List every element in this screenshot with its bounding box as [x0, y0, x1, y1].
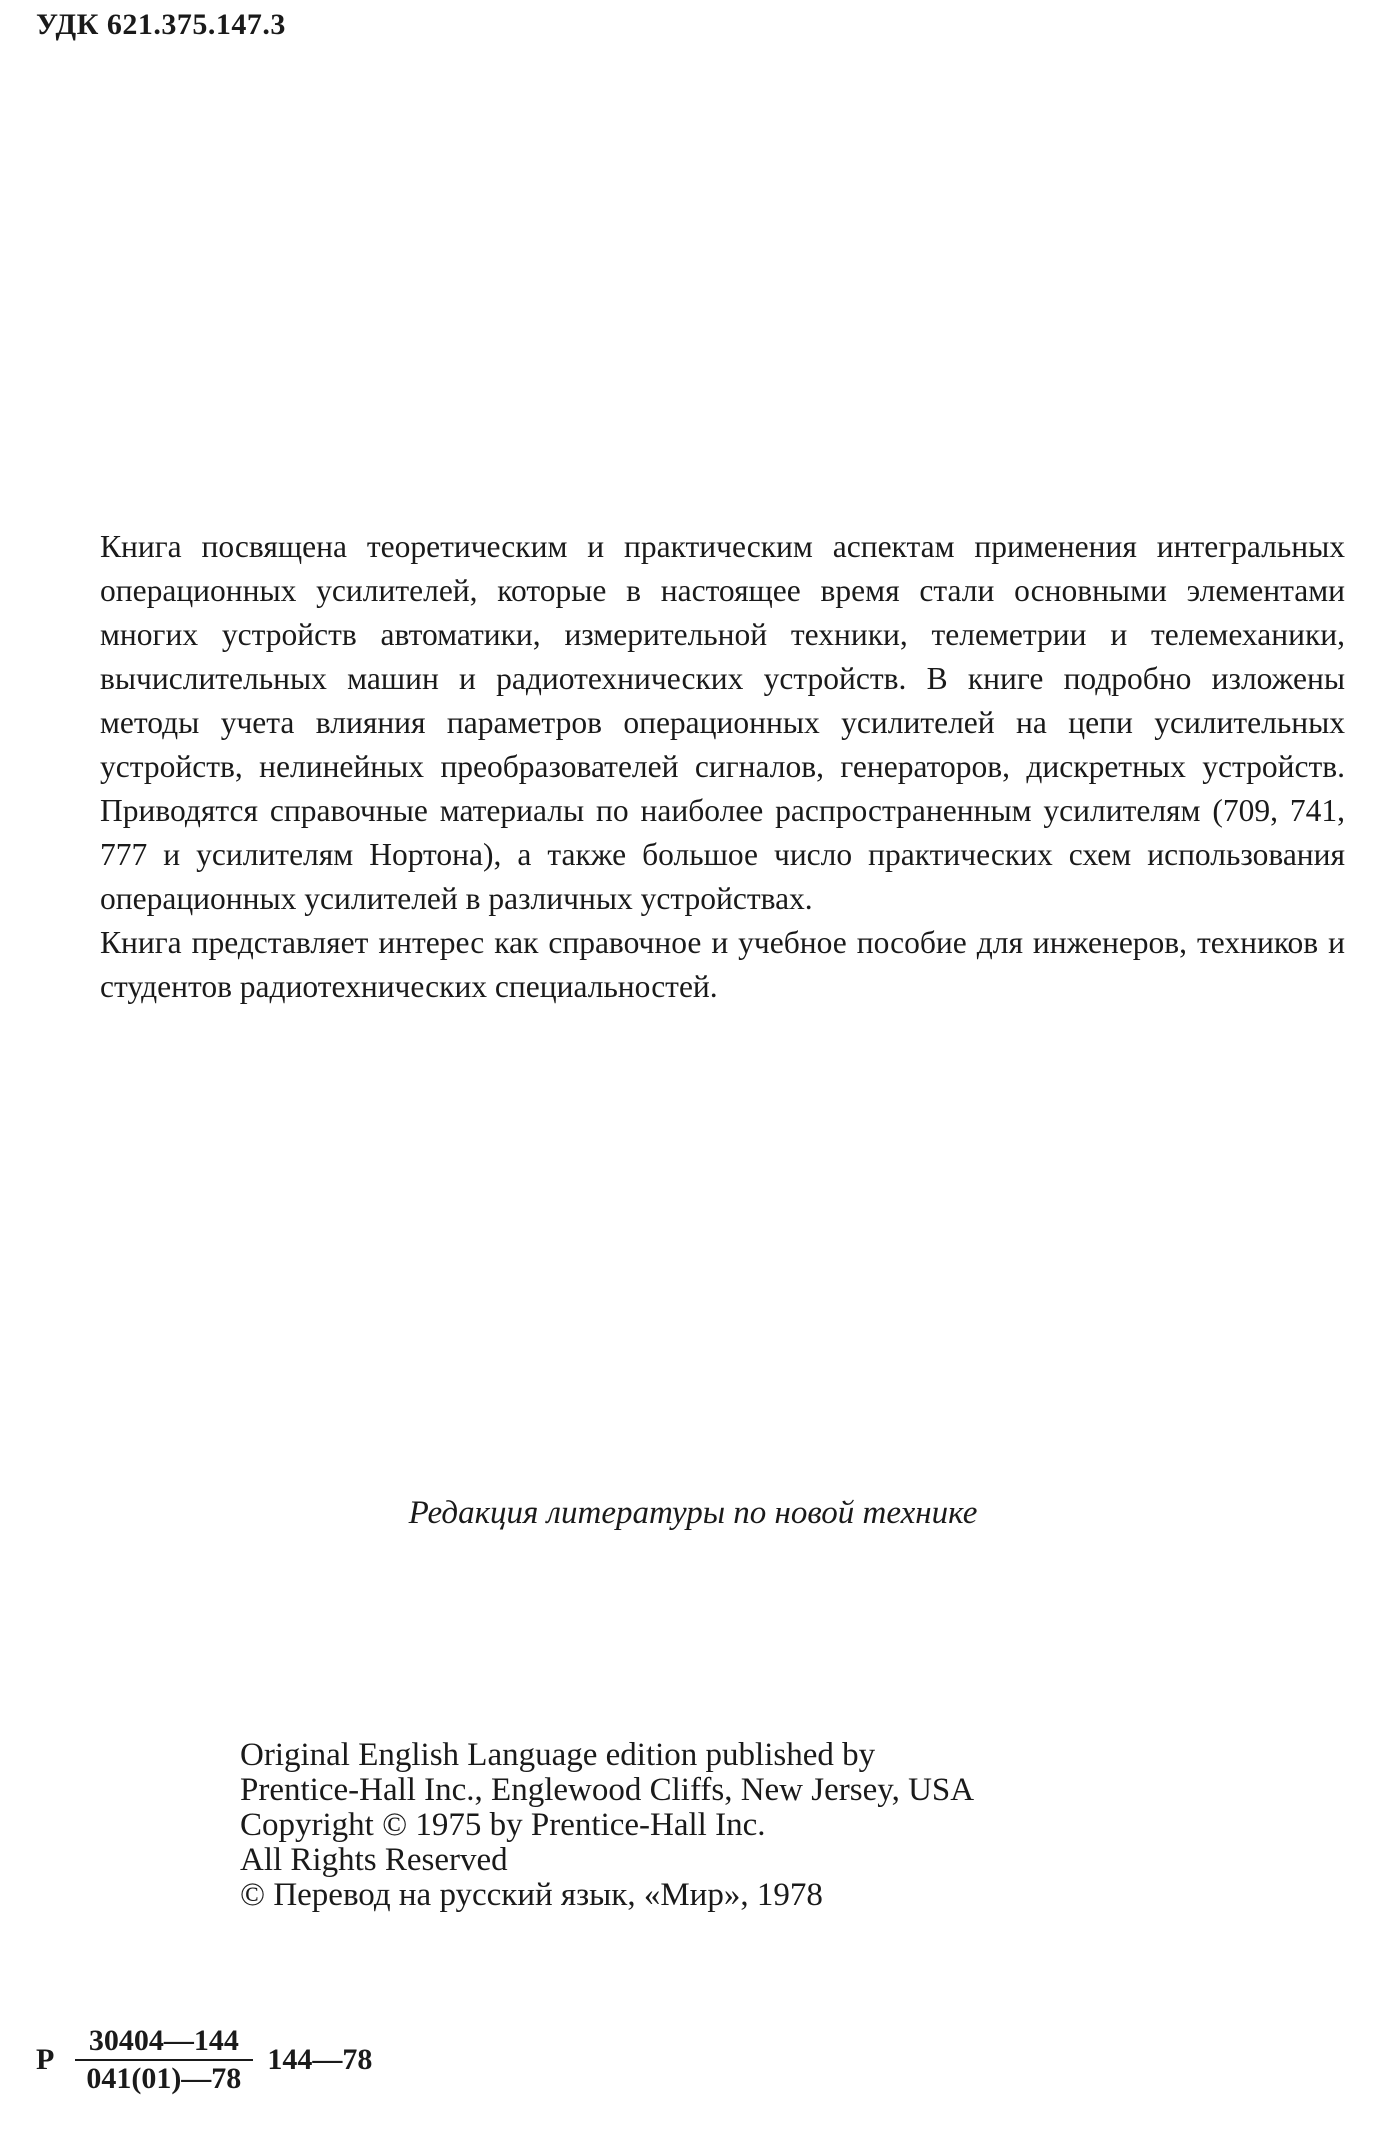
- abstract-paragraph-1: Книга посвящена теоретическим и практическим аспектам применения интегральных операционных усилителей, которые в настоящее время стали основными элементами многих устройств автоматики, измерительной техники, телеметрии и телемеханики, вычислительных машин и радиотехнических устройств. В книге подробно изложены методы учета влияния параметров операционных усилителей на цепи усилительных устройств, нелинейных преобразователей сигналов, генераторов, дискретных устройств. Приводятся справочные материалы по наиболее распространенным усилителям (709, 741, 777 и усилителям Нортона), а также большое число практических схем использования операционных усилителей в различных устройствах.: [100, 529, 1345, 916]
- editorial-department: Редакция литературы по новой технике: [408, 1495, 978, 1531]
- copyright-line-2: Prentice-Hall Inc., Englewood Cliffs, New Jersey, USA: [240, 1772, 975, 1808]
- copyright-line-5: © Перевод на русский язык, «Мир», 1978: [240, 1877, 823, 1913]
- udc-code: УДК 621.375.147.3: [36, 8, 286, 41]
- index-denominator: 041(01)—78: [86, 2062, 242, 2095]
- index-prefix: Р: [36, 2043, 55, 2076]
- copyright-line-1: Original English Language edition published by: [240, 1737, 876, 1773]
- copyright-block: [240, 1738, 974, 1913]
- index-fraction: [72, 2025, 255, 2095]
- index-suffix: 144—78: [267, 2043, 373, 2076]
- copyright-line-4: All Rights Reserved: [240, 1842, 508, 1878]
- book-abstract: [100, 525, 1345, 1009]
- publication-index-code: [36, 2025, 372, 2095]
- copyright-line-3: Copyright © 1975 by Prentice-Hall Inc.: [240, 1807, 766, 1843]
- abstract-paragraph-2: Книга представляет интерес как справочное и учебное пособие для инженеров, техников и студентов радиотехнических специальностей.: [100, 925, 1345, 1004]
- index-numerator: 30404—144: [75, 2025, 253, 2061]
